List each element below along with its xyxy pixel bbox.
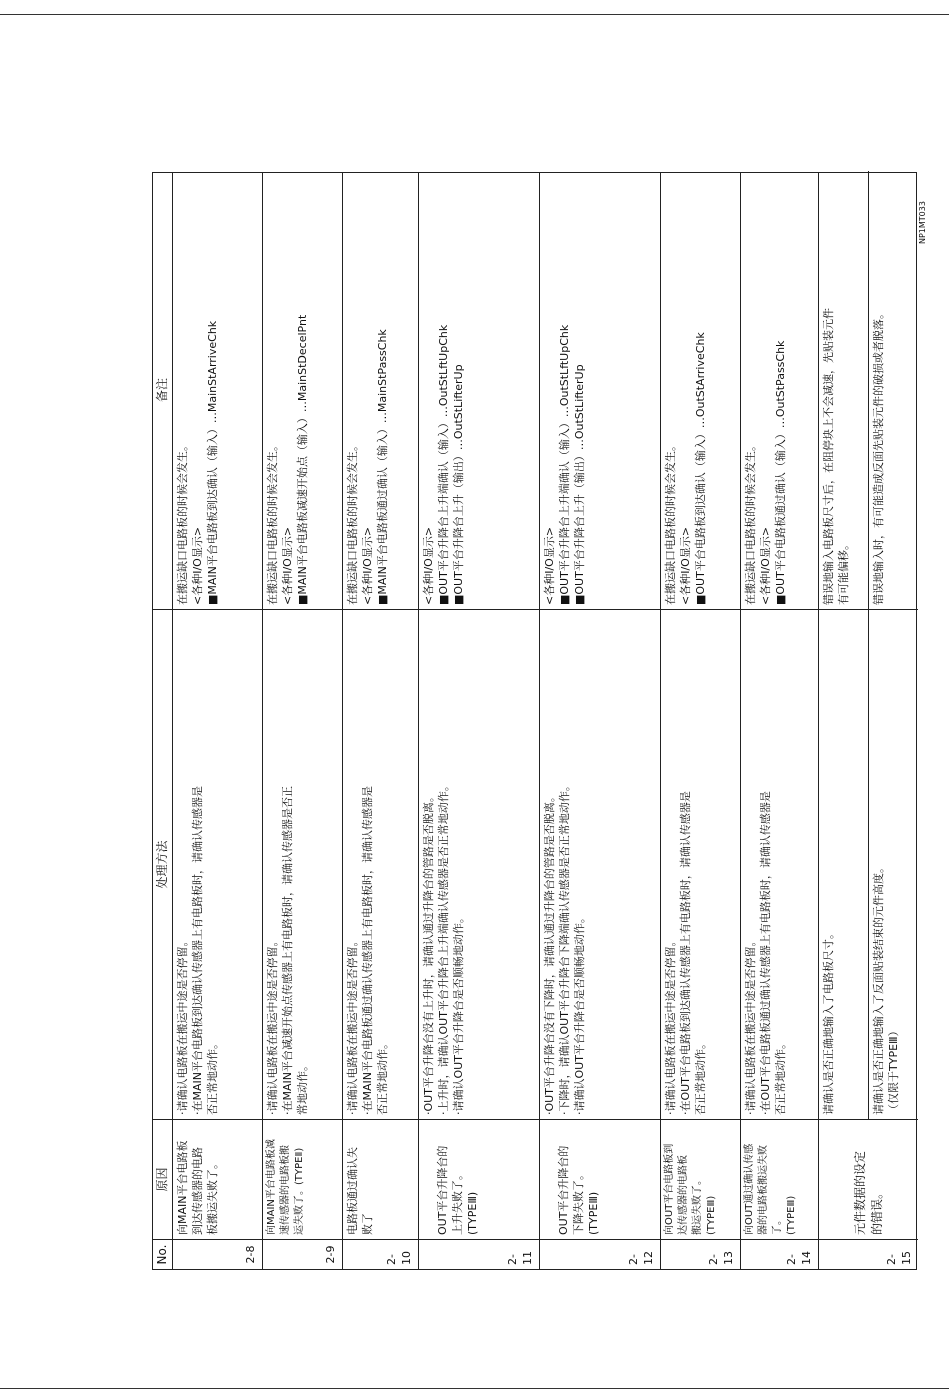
row-action-b xyxy=(869,610,919,1119)
row-note: <各种I/O显示> ■OUT平台升降台上升端确认（输入）…OutStLftUpChk ■OUT平台升降台上升（输出）…OutStLifterUp xyxy=(543,324,586,605)
row-cause: 电路板通过确认失 败了 xyxy=(343,1119,418,1239)
row-note-a-text: 错误地输入电路板尺寸后，在阻停块上不会减速，先贴装元件 有可能偏移。 xyxy=(822,308,850,605)
top-rule xyxy=(0,14,949,15)
row-cause: 向OUT平台电路板到 达传感器的电路板 搬运失败了。 (TYPEⅢ) xyxy=(661,1119,740,1239)
header-no: No. xyxy=(153,1239,172,1269)
row-action: ·请确认电路板在搬运中途是否停留。 ·在MAIN平台电路板通过确认传感器上有电路板时，请确认传感器是 否正常地动作。 xyxy=(343,609,418,1119)
table-row xyxy=(741,173,819,1269)
troubleshooting-table xyxy=(152,172,917,1270)
row-note: 在搬运缺口电路板的时候会发生。 <各种I/O显示> ■OUT平台电路板到达确认（输入）…OutStArriveChk xyxy=(664,332,707,605)
row-note: 在搬运缺口电路板的时候会发生。 <各种I/O显示> ■MAIN平台电路板通过确认（输入）…MainStPassChk xyxy=(346,329,389,605)
row-action-a xyxy=(819,610,869,1119)
row-cause: 向MAIN平台电路板 到达传感器的电路 板搬运失败了。 xyxy=(173,1119,262,1239)
table-row xyxy=(263,173,343,1269)
row-note: 在搬运缺口电路板的时候会发生。 <各种I/O显示> ■MAIN平台电路板减速开始点（输入）…MainStDecelPnt xyxy=(266,314,309,605)
figure-code-text: NP1MT033 xyxy=(918,201,927,244)
header-note: 备注 xyxy=(155,378,169,403)
row-note: 在搬运缺口电路板的时候会发生。 <各种I/O显示> ■MAIN平台电路板到达确认（输入）…MainStArriveChk xyxy=(176,320,219,605)
row-action: ·请确认电路板在搬运中途是否停留。 ·在MAIN平台电路板到达确认传感器上有电路板时，请确认传感器是 否正常地动作。 xyxy=(173,609,262,1119)
table-row xyxy=(819,173,918,1269)
row-action: ·请确认电路板在搬运中途是否停留。 ·在MAIN平台减速开始点传感器上有电路板时，请确认传感器是否正 常地动作。 xyxy=(263,609,342,1119)
row-action: ·请确认电路板在搬运中途是否停留。 ·在OUT平台电路板通过确认传感器上有电路板时，请确认传感器是 否正常地动作。 xyxy=(741,609,818,1119)
row-no: 2-13 xyxy=(661,1239,740,1269)
row-action-a-text: 请确认是否正确地输入了电路板尺寸。 xyxy=(822,928,835,1115)
row-note: 在搬运缺口电路板的时候会发生。 <各种I/O显示> ■OUT平台电路板通过确认（输入）…OutStPassChk xyxy=(744,340,787,605)
row-note-a xyxy=(819,171,869,609)
row-action: ·OUT平台升降台没有上升时，请确认通过升降台的管路是否脱离。 ·上升时，请确认OUT平台升降台上升端确认传感器是否正常地动作。 ·请确认OUT平台升降台是否顺畅地动作。 xyxy=(419,609,539,1119)
row-no: 2-8 xyxy=(173,1239,262,1269)
header-action: 处理方法 xyxy=(153,609,172,1119)
table-row xyxy=(419,173,540,1269)
row-no: 2-11 xyxy=(419,1239,539,1269)
row-cause: 向OUT通过确认传感 器的电路板搬运失败 了。 (TYPEⅢ) xyxy=(741,1119,818,1239)
table-row xyxy=(540,173,661,1269)
table-header-row xyxy=(153,173,173,1269)
row-cause: OUT平台升降台的 上升失败了。 (TYPEⅢ) xyxy=(419,1119,539,1239)
row-no: 2-10 xyxy=(343,1239,418,1269)
row-no: 2-14 xyxy=(741,1239,818,1269)
table-row xyxy=(661,173,741,1269)
row-cause: 元件数据的设定 的错误。 xyxy=(819,1119,918,1239)
row-note-b xyxy=(869,171,919,609)
row-no: 2-15 xyxy=(819,1239,918,1269)
row-note: <各种I/O显示> ■OUT平台升降台上升端确认（输入）…OutStLftUpChk ■OUT平台升降台上升（输出）…OutStLifterUp xyxy=(422,324,465,605)
row-action: ·请确认电路板在搬运中途是否停留。 ·在OUT平台电路板到达确认传感器上有电路板时，请确认传感器是 否正常地动作。 xyxy=(661,609,740,1119)
row-cause: OUT平台升降台的 下降失败了。 (TYPEⅢ) xyxy=(540,1119,660,1239)
row-action: ·OUT平台升降台没有下降时，请确认通过升降台的管路是否脱离。 ·下降时，请确认OUT平台升降台下降端确认传感器是否正常地动作。 ·请确认OUT平台升降台是否顺畅地动作。 xyxy=(540,609,660,1119)
row-note-split xyxy=(819,171,918,609)
header-cause: 原因 xyxy=(153,1119,172,1239)
row-note-b-text: 错误地输入时，有可能造成反面先贴装元件的破损或者脱落。 xyxy=(871,308,885,605)
figure-code xyxy=(918,186,930,246)
row-cause: 向MAIN平台电路板减 速传感器的电路板搬 运失败了。(TYPEⅡ) xyxy=(263,1119,342,1239)
table-row xyxy=(173,173,263,1269)
troubleshooting-table-wrapper xyxy=(152,172,917,1270)
row-action-split xyxy=(819,609,918,1119)
row-action-b-text: 请确认是否正确地输入了反面贴装结束的元件高度。 （仅限于TYPEⅢ） xyxy=(871,862,900,1115)
table-row xyxy=(343,173,419,1269)
bottom-rule xyxy=(0,1388,949,1389)
row-no: 2-12 xyxy=(540,1239,660,1269)
row-no: 2-9 xyxy=(263,1239,342,1269)
